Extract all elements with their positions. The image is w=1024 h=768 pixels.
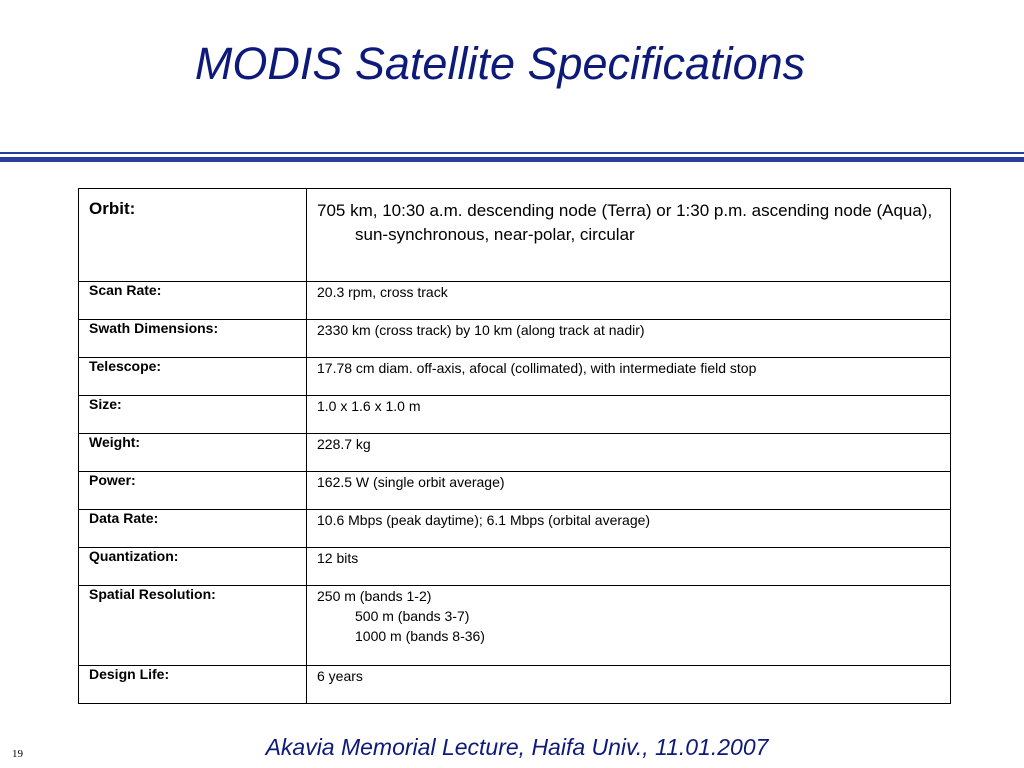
spec-value-text: 705 km, 10:30 a.m. descending node (Terra) or 1:30 p.m. ascending node (Aqua), sun-synchronous, near-polar, circular (317, 201, 933, 244)
table-row (79, 434, 951, 472)
spec-label: Scan Rate: (79, 282, 307, 320)
title-divider-thick (0, 157, 1024, 162)
spec-value (307, 586, 951, 666)
spec-label: Size: (79, 396, 307, 434)
specs-table (78, 188, 951, 704)
spec-label: Spatial Resolution: (79, 586, 307, 666)
spec-value: 6 years (307, 666, 951, 704)
spec-value: 20.3 rpm, cross track (307, 282, 951, 320)
table-row (79, 510, 951, 548)
spec-label: Weight: (79, 434, 307, 472)
spec-value: 1.0 x 1.6 x 1.0 m (307, 396, 951, 434)
page-number: 19 (12, 748, 23, 760)
spec-value: 12 bits (307, 548, 951, 586)
spec-value: 10.6 Mbps (peak daytime); 6.1 Mbps (orbital average) (307, 510, 951, 548)
table-row (79, 189, 951, 282)
table-row (79, 320, 951, 358)
table-row (79, 472, 951, 510)
slide-footer: Akavia Memorial Lecture, Haifa Univ., 11.01.2007 (265, 734, 769, 760)
table-row (79, 282, 951, 320)
title-divider-thin (0, 152, 1024, 154)
spec-label: Quantization: (79, 548, 307, 586)
table-row (79, 548, 951, 586)
spec-label: Data Rate: (79, 510, 307, 548)
spec-value-line: 500 m (bands 3-7) (355, 608, 470, 624)
table-row (79, 586, 951, 666)
slide-title: MODIS Satellite Specifications (194, 38, 806, 89)
spec-value: 162.5 W (single orbit average) (307, 472, 951, 510)
spec-label: Telescope: (79, 358, 307, 396)
table-row (79, 666, 951, 704)
spec-label: Power: (79, 472, 307, 510)
table-row (79, 358, 951, 396)
spec-value-line: 1000 m (bands 8-36) (355, 628, 485, 644)
spec-value: 17.78 cm diam. off-axis, afocal (collimated), with intermediate field stop (307, 358, 951, 396)
spec-label: Design Life: (79, 666, 307, 704)
spec-value (307, 189, 951, 282)
spec-label: Swath Dimensions: (79, 320, 307, 358)
spec-label: Orbit: (79, 189, 307, 282)
spec-value-line: 250 m (bands 1-2) (317, 588, 432, 604)
table-row (79, 396, 951, 434)
spec-value: 2330 km (cross track) by 10 km (along track at nadir) (307, 320, 951, 358)
spec-value: 228.7 kg (307, 434, 951, 472)
